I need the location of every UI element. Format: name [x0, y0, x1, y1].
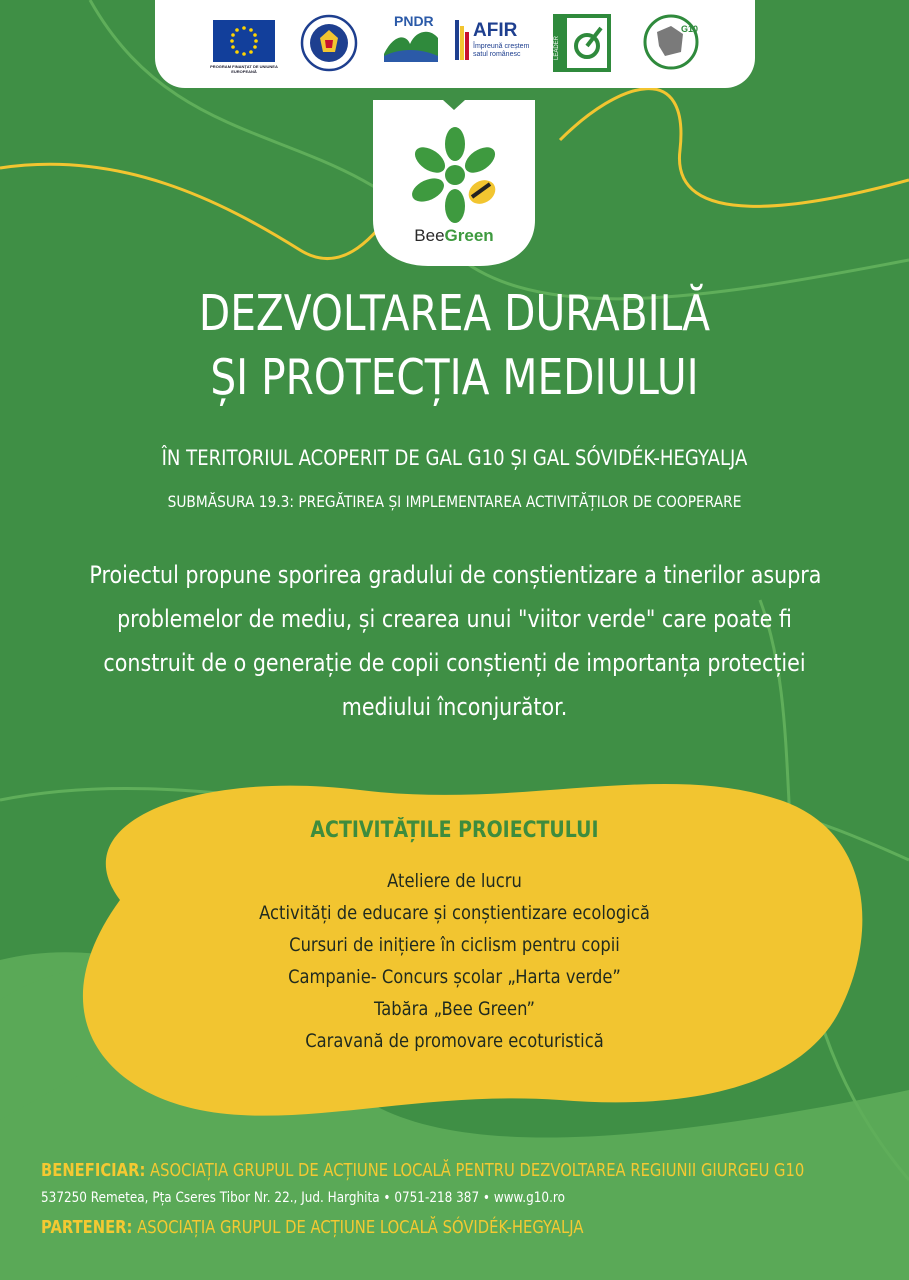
partner-name: ASOCIAȚIA GRUPUL DE ACȚIUNE LOCALĂ SÓVIDÉK-HEGYALJA [137, 1217, 584, 1238]
activity-item: Tabăra „Bee Green” [373, 998, 536, 1020]
description-line: construit de o generație de copii conștienți de importanța protecției [103, 649, 806, 677]
beegreen-name-part1: Bee [414, 226, 445, 245]
afir-tagline: Împreună creștem satul românesc [473, 43, 530, 58]
beneficiary-line [41, 1160, 804, 1181]
logo-bar [155, 0, 755, 88]
subtitle: ÎN TERITORIUL ACOPERIT DE GAL G10 ȘI GAL SÓVIDÉK-HEGYALJA [161, 446, 748, 470]
activity-item: Campanie- Concurs școlar „Harta verde” [288, 966, 621, 988]
afir-logo [455, 18, 537, 66]
activity-item: Caravană de promovare ecoturistică [305, 1030, 604, 1052]
beegreen-wordmark [373, 226, 535, 246]
beneficiary-name: ASOCIAȚIA GRUPUL DE ACȚIUNE LOCALĂ PENTRU DEZVOLTAREA REGIUNII GIURGEU G10 [150, 1160, 805, 1181]
activity-item: Cursuri de inițiere în ciclism pentru copii [289, 934, 620, 956]
g10-logo [641, 12, 701, 72]
activity-item: Ateliere de lucru [387, 870, 522, 892]
leader-label: LEADER [554, 35, 560, 60]
partner-line [41, 1217, 583, 1238]
beegreen-name-part2: Green [444, 226, 494, 245]
submeasure: SUBMĂSURA 19.3: PREGĂTIREA ȘI IMPLEMENTAREA ACTIVITĂȚILOR DE COOPERARE [167, 492, 742, 511]
description-line: Proiectul propune sporirea gradului de conștientizare a tinerilor asupra [89, 561, 822, 589]
eu-caption: PROGRAM FINANȚAT DE UNIUNEA EUROPEANĂ [210, 64, 278, 74]
activity-item: Activități de educare și conștientizare ecologică [259, 902, 650, 924]
g10-label: G10 [681, 24, 699, 34]
activities-list [0, 865, 909, 1057]
gov-romania-logo [300, 14, 358, 72]
partner-label: PARTENER: [41, 1217, 133, 1238]
description-line: mediului înconjurător. [341, 693, 568, 721]
leader-logo [553, 14, 611, 72]
beneficiary-address: 537250 Remetea, Pța Cseres Tibor Nr. 22., Jud. Harghita • 0751-218 387 • www.g10.ro [41, 1190, 565, 1206]
pndr-label: PNDR [394, 13, 434, 29]
title-line2: ȘI PROTECȚIA MEDIULUI [210, 349, 699, 406]
title-line1: DEZVOLTAREA DURABILĂ [198, 285, 711, 342]
project-description [89, 553, 822, 729]
afir-label: AFIR [473, 20, 518, 41]
eu-flag-logo [213, 20, 275, 62]
beneficiary-label: BENEFICIAR: [41, 1160, 146, 1181]
activities-heading: ACTIVITĂȚILE PROIECTULUI [310, 818, 599, 843]
pndr-logo [380, 14, 442, 72]
description-line: problemelor de mediu, și crearea unui "viitor verde" care poate fi [117, 605, 792, 633]
